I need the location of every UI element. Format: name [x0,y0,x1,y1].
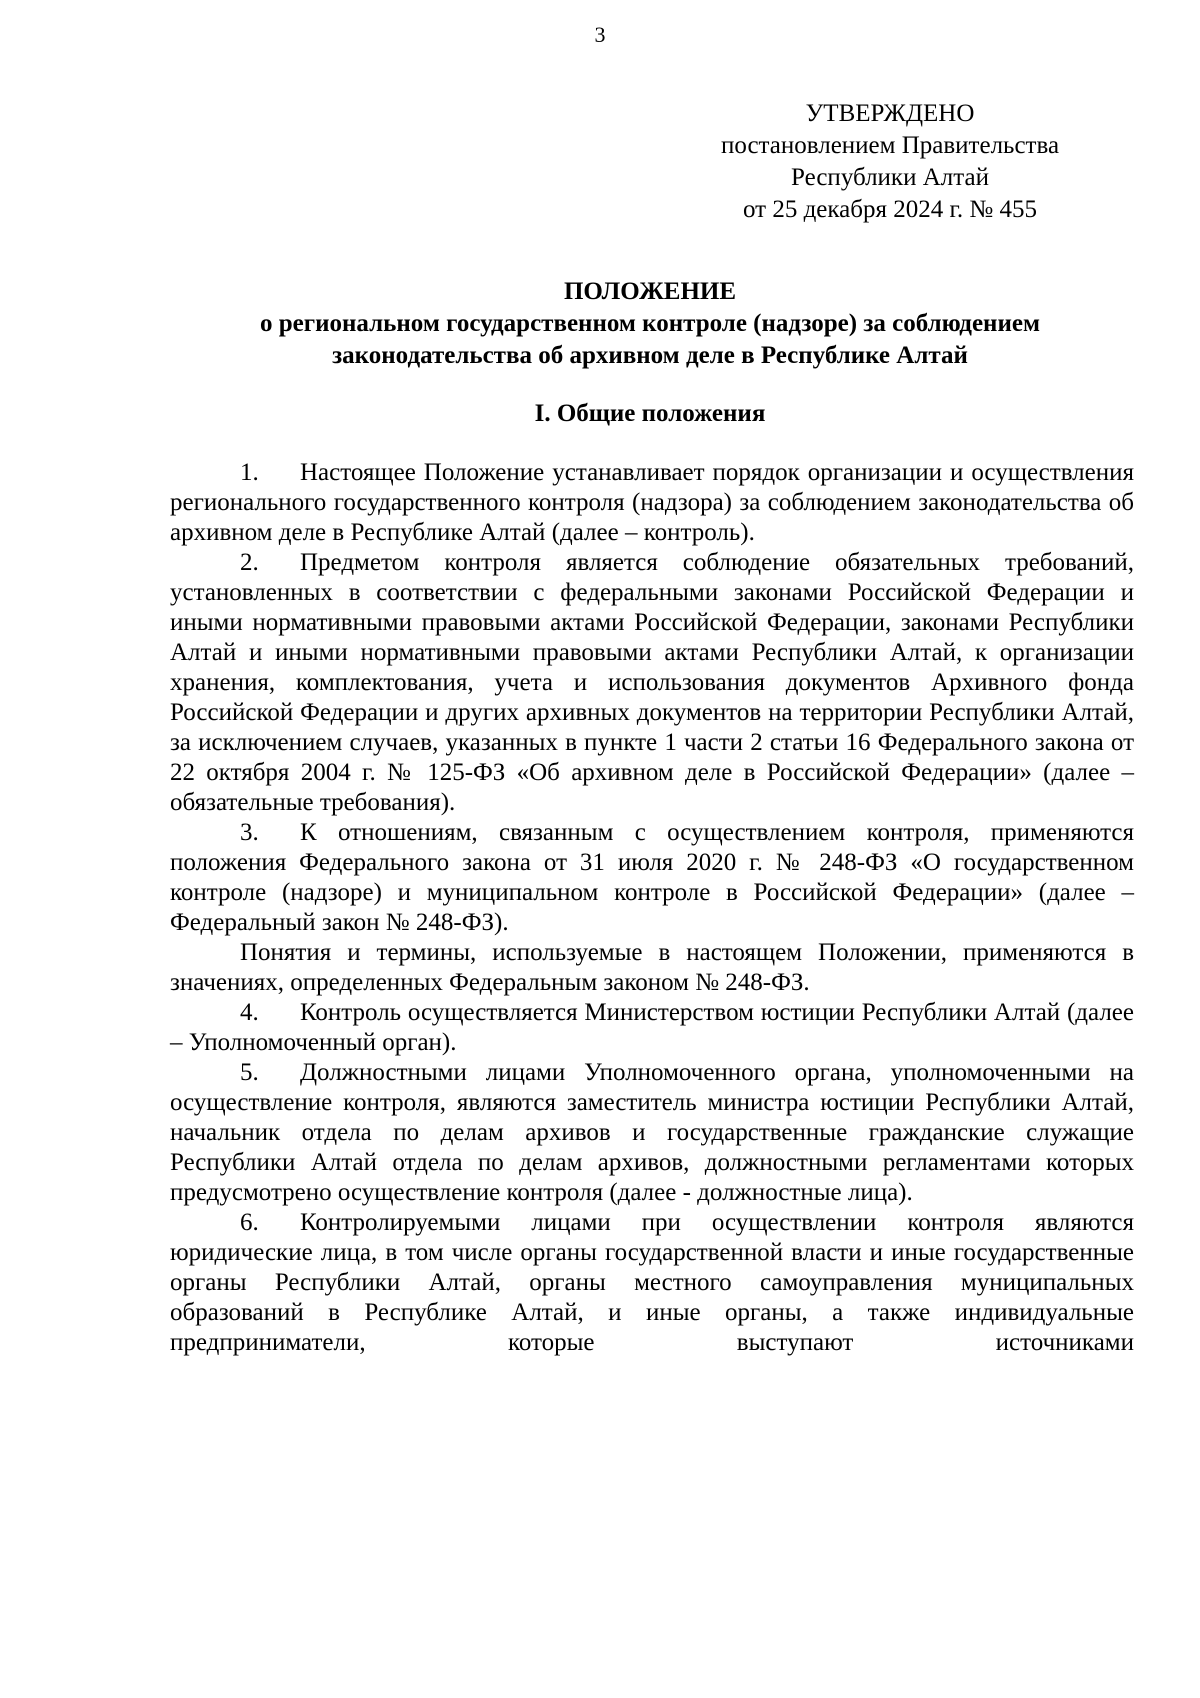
paragraph-4 [170,998,1134,1058]
paragraph-number: 4. [240,999,259,1026]
document-body [170,458,1134,1358]
paragraph-6 [170,1208,1134,1358]
page-number: 3 [594,22,606,47]
approval-line-1: УТВЕРЖДЕНО [805,100,975,127]
paragraph-number: 5. [240,1059,259,1086]
paragraph-number: 3. [240,819,259,846]
title-line-3: законодательства об архивном деле в Республике Алтай [332,342,968,369]
paragraph-5 [170,1058,1134,1208]
paragraph-number: 1. [240,459,259,486]
approval-line-3: Республики Алтай [791,164,989,191]
paragraph-number: 2. [240,549,259,576]
paragraph-3-terms [170,938,1134,998]
paragraph-3 [170,818,1134,938]
section-heading: I. Общие положения [534,400,766,427]
paragraph-text: Понятия и термины, используемые в настоящем Положении, применяются в значениях, определенных Федеральным законом № 248-ФЗ. [170,939,1134,996]
paragraph-number: 6. [240,1209,259,1236]
document-title [120,276,1180,372]
paragraph-text: Контролируемыми лицами при осуществлении контроля являются юридические лица, в том числе органы государственной власти и иные государственные органы Республики Алтай, органы местного самоуправления муниципальных образований в Республике Алтай, и иные органы, а также индивидуальные предприниматели, которые выступают источниками [170,1209,1134,1356]
approval-stamp [680,98,1100,226]
paragraph-text: Должностными лицами Уполномоченного органа, уполномоченными на осуществление контроля, являются заместитель министра юстиции Республики Алтай, начальник отдела по делам архивов и государственные гражданские служащие Республики Алтай отдела по делам архивов, должностными регламентами которых предусмотрено осуществление контроля (далее - должностные лица). [170,1059,1134,1206]
approval-line-4: от 25 декабря 2024 г. № 455 [742,196,1038,223]
approval-line-2: постановлением Правительства [720,132,1060,159]
paragraph-2 [170,548,1134,818]
paragraph-text: Предметом контроля является соблюдение обязательных требований, установленных в соответствии с федеральными законами Российской Федерации и иными нормативными правовыми актами Российской Федерации, законами Республики Алтай и иными нормативными правовыми актами Республики Алтай, к организации хранения, комплектования, учета и использования документов Архивного фонда Российской Федерации и других архивных документов на территории Республики Алтай, за исключением случаев, указанных в пункте 1 части 2 статьи 16 Федерального закона от 22 октября 2004 г. № 125-ФЗ «Об архивном деле в Российской Федерации» (далее – обязательные требования). [170,549,1134,816]
paragraph-1 [170,458,1134,548]
paragraph-text: Контроль осуществляется Министерством юстиции Республики Алтай (далее – Уполномоченный орган). [170,999,1134,1056]
paragraph-text: К отношениям, связанным с осуществлением контроля, применяются положения Федерального закона от 31 июля 2020 г. № 248-ФЗ «О государственном контроле (надзоре) и муниципальном контроле в Российской Федерации» (далее – Федеральный закон № 248-ФЗ). [170,819,1134,936]
title-heading: ПОЛОЖЕНИЕ [563,278,737,305]
title-line-2: о региональном государственном контроле (надзоре) за соблюдением [260,310,1040,337]
paragraph-text: Настоящее Положение устанавливает порядок организации и осуществления регионального государственного контроля (надзора) за соблюдением законодательства об архивном деле в Республике Алтай (далее – контроль). [170,459,1134,546]
